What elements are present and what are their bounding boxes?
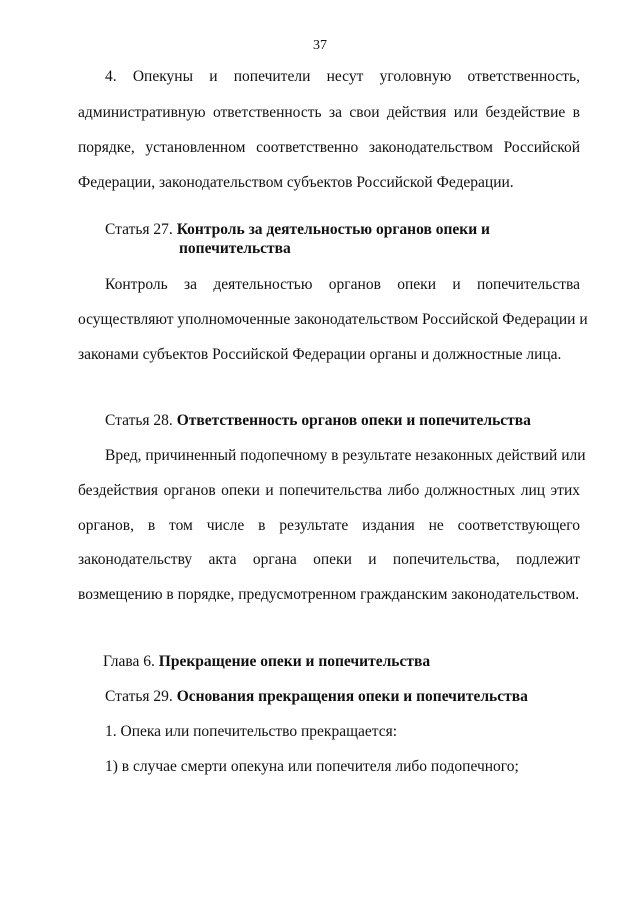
article-28-line-1: Вред, причиненный подопечному в результате незаконных действий или (105, 447, 586, 464)
article-29-line-2: 1) в случае смерти опекуна или попечителя либо подопечного; (105, 758, 519, 775)
paragraph-4-line-3: порядке, установленном соответственно законодательством Российской (78, 139, 580, 156)
article-28-line-2: бездействия органов опеки и попечительства либо должностных лиц этих (78, 482, 580, 499)
paragraph-4-line-2: административную ответственность за свои действия или бездействие в (78, 104, 580, 121)
article-28-line-4: законодательству акта органа опеки и попечительства, подлежит (78, 551, 580, 568)
chapter-6-prefix: Глава 6. (103, 653, 159, 670)
article-27-line-1: Контроль за деятельностью органов опеки и попечительства (105, 276, 580, 293)
article-28-heading (105, 412, 580, 430)
article-28-prefix: Статья 28. (105, 412, 177, 429)
article-28-line-3: органов, в том числе в результате издания не соответствующего (78, 517, 580, 534)
page-number: 37 (313, 38, 327, 53)
article-27-line-3: законами субъектов Российской Федерации органы и должностные лица. (78, 346, 562, 363)
article-28-line-5: возмещению в порядке, предусмотренном гражданским законодательством. (78, 586, 580, 603)
article-29-line-1: 1. Опека или попечительство прекращается: (105, 723, 398, 740)
article-29-prefix: Статья 29. (105, 688, 177, 705)
article-29-title: Основания прекращения опеки и попечительства (176, 688, 528, 705)
paragraph-4-line-1: 4. Опекуны и попечители несут уголовную ответственность, (105, 68, 580, 85)
paragraph-4-line-4: Федерации, законодательством субъектов Российской Федерации. (78, 174, 514, 191)
article-29-heading (105, 688, 580, 706)
article-27-line-2: осуществляют уполномоченные законодательством Российской Федерации и (78, 311, 588, 328)
article-27-title-line-2: попечительства (179, 240, 291, 257)
chapter-6-heading (103, 653, 580, 671)
chapter-6-title: Прекращение опеки и попечительства (158, 653, 431, 670)
article-27-title: Контроль за деятельностью органов опеки и (176, 221, 490, 238)
article-27-prefix: Статья 27. (105, 221, 177, 238)
article-27-heading (105, 221, 580, 239)
article-28-title: Ответственность органов опеки и попечительства (176, 412, 531, 429)
